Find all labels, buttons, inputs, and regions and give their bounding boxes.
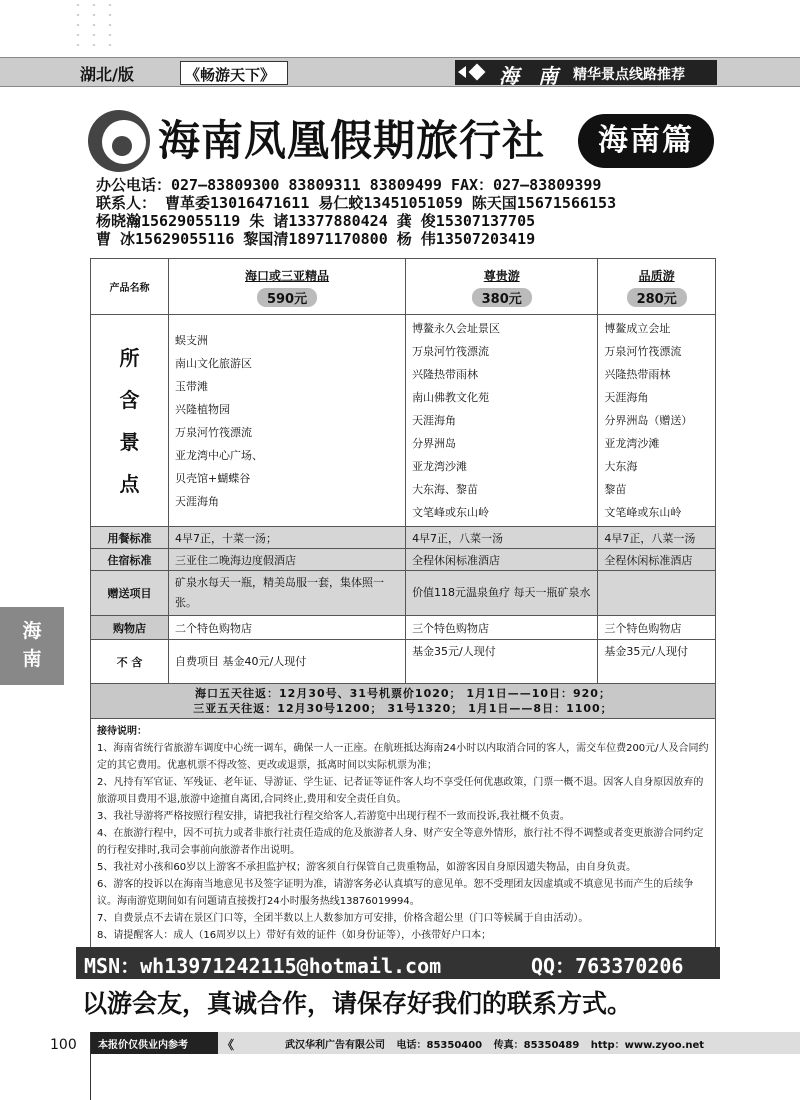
table-cell: 三个特色购物店 xyxy=(406,616,598,640)
table-cell: 4早7正，八菜一汤 xyxy=(598,527,716,549)
list-item: 6、游客的投诉以在海南当地意见书及签字证明为准，请游客务必认真填写的意见单。恕不受理团友因虚填或不填意见书而产生的后续争议。海南游览期间如有问题请直接拨打24小时服务热线13876019994。 xyxy=(97,879,694,907)
product-col-1: 海口或三亚精品 590元 xyxy=(169,259,406,315)
contact-people-2: 杨晓瀚15629055119 朱 诸13377880424 龚 俊15307137705 xyxy=(96,212,536,230)
list-item: 大东海、黎苗 xyxy=(412,483,479,496)
contact-people-1: 联系人： 曹革委13016471611 易仁蛟13451051059 陈天国15671566153 xyxy=(96,194,617,212)
diamond-icon xyxy=(469,64,486,81)
list-item: 文笔峰或东山岭 xyxy=(604,506,682,519)
list-item: 黎苗 xyxy=(604,483,627,496)
side-tab: 海南 xyxy=(0,607,64,685)
list-item: 1、海南省统行省旅游车调度中心统一调车，确保一人一正座。在航班抵达海南24小时以内取消合同的客人，需交车位费200元/人及合同约定的其它费用。优惠机票不得改签、更改或退票，抵离时间以实际机票为准； xyxy=(97,743,709,771)
spots-col-2 xyxy=(406,315,598,527)
list-item: 大东海 xyxy=(604,460,638,473)
list-item: 文笔峰或东山岭 xyxy=(412,506,490,519)
spots-label: 所 含 景 点 xyxy=(91,315,169,527)
row-label: 用餐标准 xyxy=(91,527,169,549)
list-item: 博鳌成立会址 xyxy=(604,322,671,335)
list-item: 分界洲岛 xyxy=(412,437,457,450)
list-item: 南山文化旅游区 xyxy=(175,356,252,370)
table-cell: 三个特色购物店 xyxy=(598,616,716,640)
section-banner xyxy=(455,60,717,88)
list-item: 亚龙湾中心广场、 xyxy=(175,448,263,462)
decorative-dots xyxy=(70,0,120,50)
row-label: 购物店 xyxy=(91,616,169,640)
arrow-left-icon xyxy=(458,66,466,78)
chevron-left-icon: 《 xyxy=(222,1038,235,1052)
section-tag: 海南篇 xyxy=(578,114,714,168)
qq-contact: QQ：763370206 xyxy=(531,954,684,978)
list-item: 2、凡持有军官证、军残证、老年证、导游证、学生证、记者证等证件客人均不享受任何优惠政策，门票一概不退。因客人自身原因放弃的旅游项目费用不退,旅游中途擅自离团,合同终止,费用和安全责任自负。 xyxy=(97,777,704,805)
list-item: 8、请提醒客人：成人（16周岁以上）带好有效的证件（如身份证等），小孩带好户口本； xyxy=(97,930,492,941)
page-number: 100 xyxy=(50,1037,77,1053)
row-label: 住宿标准 xyxy=(91,549,169,571)
summary-haikou: 海口五天往返：12月30号、31号机票价1020； 1月1日——10日：920； xyxy=(195,687,611,700)
msn-bar xyxy=(76,947,720,979)
table-cell: 全程休闲标准酒店 xyxy=(598,549,716,571)
price-badge: 280元 xyxy=(627,288,687,307)
price-badge: 590元 xyxy=(257,288,317,307)
msn-contact: MSN：wh13971242115@hotmail.com xyxy=(84,954,442,978)
row-label: 赠送项目 xyxy=(91,571,169,616)
contact-people-3: 曹 冰15629055116 黎国清18971170800 杨 伟13507203419 xyxy=(96,230,536,248)
list-item: 分界洲岛（赠送） xyxy=(604,414,693,427)
table-cell: 矿泉水每天一瓶，精美岛服一套，集体照一张。 xyxy=(169,571,406,616)
list-item: 5、我社对小孩和60岁以上游客不承担监护权；游客须自行保管自己贵重物品，如游客因自身原因遗失物品，由自身负责。 xyxy=(97,862,637,873)
product-label: 产品名称 xyxy=(91,259,169,315)
reception-notes xyxy=(91,719,716,949)
list-item: 兴隆热带雨林 xyxy=(412,368,479,381)
table-cell: 基金35元/人现付 xyxy=(406,640,598,684)
list-item: 3、我社导游将严格按照行程安排，请把我社行程交给客人,若游览中出现行程不一致而投诉,我社概不负责。 xyxy=(97,811,570,822)
table-cell: 4早7正，十菜一汤； xyxy=(169,527,406,549)
row-label: 不 含 xyxy=(91,640,169,684)
magazine-title: 《畅游天下》 xyxy=(180,61,288,85)
summary-sanya: 三亚五天往返：12月30号1200； 31号1320； 1月1日——8日：1100； xyxy=(193,702,613,715)
list-item: 7、自费景点不去请在景区门口等，全团半数以上人数参加方可安排，价格含超公里（门口等候属于自由活动）。 xyxy=(97,913,589,924)
list-item: 贝壳馆+蝴蝶谷 xyxy=(175,471,251,485)
company-logo-icon xyxy=(88,110,150,172)
list-item: 博鳌永久会址景区 xyxy=(412,322,501,335)
edition-label: 湖北/版 xyxy=(80,65,134,84)
destination-title: 海 南 xyxy=(499,64,564,88)
table-cell: 全程休闲标准酒店 xyxy=(406,549,598,571)
price-summary xyxy=(91,684,716,719)
list-item: 4、在旅游行程中，因不可抗力或者非旅行社责任造成的危及旅游者人身、财产安全等意外情形，旅行社不得不调整或者变更旅游合同约定的行程安排时,我司会事前向旅游者作出说明。 xyxy=(97,828,704,856)
list-item: 万泉河竹筏漂流 xyxy=(175,425,252,439)
list-item: 亚龙湾沙滩 xyxy=(604,437,660,450)
table-cell: 自费项目 基金40元/人现付 xyxy=(169,640,406,684)
list-item: 万泉河竹筏漂流 xyxy=(604,345,682,358)
product-col-2: 尊贵游 380元 xyxy=(406,259,598,315)
list-item: 南山佛教文化苑 xyxy=(412,391,490,404)
list-item: 天涯海角 xyxy=(604,391,649,404)
product-col-3: 品质游 280元 xyxy=(598,259,716,315)
company-name: 海南凤凰假期旅行社 xyxy=(158,116,546,165)
spots-col-3 xyxy=(598,315,716,527)
list-item: 亚龙湾沙滩 xyxy=(412,460,468,473)
price-badge: 380元 xyxy=(472,288,532,307)
table-cell: 二个特色购物店 xyxy=(169,616,406,640)
list-item: 蜈支洲 xyxy=(175,333,208,347)
list-item: 玉带滩 xyxy=(175,379,208,393)
list-item: 天涯海角 xyxy=(412,414,457,427)
list-item: 兴隆热带雨林 xyxy=(604,368,671,381)
notes-title: 接待说明： xyxy=(97,726,147,737)
list-item: 兴隆植物园 xyxy=(175,402,230,416)
table-cell: 基金35元/人现付 xyxy=(598,640,716,684)
section-slogan: 精华景点线路推荐 xyxy=(573,67,685,83)
contact-phone: 办公电话：027—83809300 83809311 83809499 FAX：027—83809399 xyxy=(96,176,602,194)
table-cell xyxy=(598,571,716,616)
table-cell: 三亚住二晚海边度假酒店 xyxy=(169,549,406,571)
table-cell: 价值118元温泉鱼疗 每天一瓶矿泉水 xyxy=(406,571,598,616)
divider xyxy=(90,1032,91,1100)
footer-info: 武汉华利广告有限公司 电话：85350400 传真：85350489 http：www.zyoo.net xyxy=(285,1040,705,1051)
itinerary-table xyxy=(90,258,716,949)
footer-note: 本报价仅供业内参考 xyxy=(90,1032,218,1054)
spots-col-1 xyxy=(169,315,406,527)
list-item: 天涯海角 xyxy=(175,494,219,508)
table-cell: 4早7正，八菜一汤 xyxy=(406,527,598,549)
list-item: 万泉河竹筏漂流 xyxy=(412,345,490,358)
bottom-slogan: 以游会友，真诚合作，请保存好我们的联系方式。 xyxy=(82,989,633,1018)
